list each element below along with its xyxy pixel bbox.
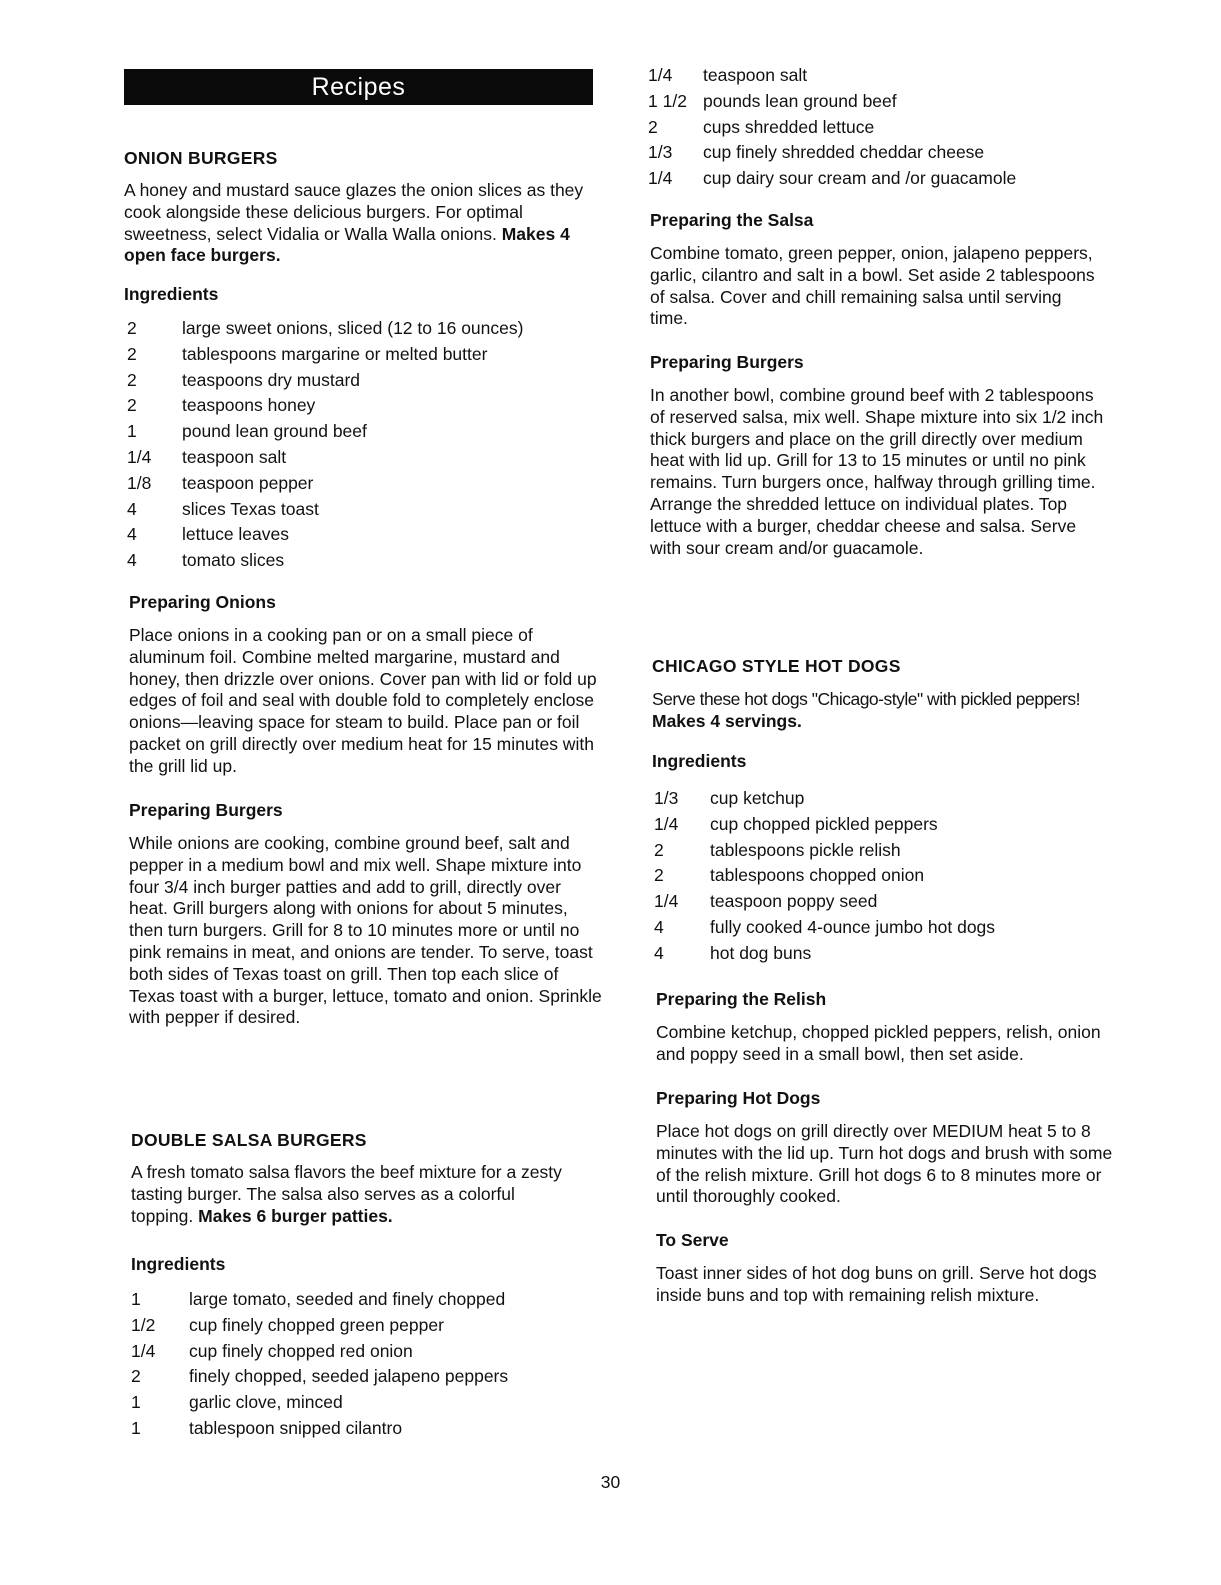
ingredient-quantity: 2 <box>127 343 137 364</box>
preparing-salsa-text: Combine tomato, green pepper, onion, jalapeno peppers, garlic, cilantro and salt in a bowl. Set aside 2 tablespoons of salsa. Cover and chill remaining salsa until serving time. <box>650 243 1095 329</box>
ingredient-name: teaspoons honey <box>182 395 316 416</box>
intro-text: Serve these hot dogs "Chicago-style" with pickled peppers! <box>652 689 1080 709</box>
onion-ingredients-heading: Ingredients <box>124 284 219 304</box>
ingredient-quantity: 2 <box>131 1366 141 1387</box>
ingredient-item <box>648 89 1016 115</box>
ingredient-quantity: 4 <box>127 550 137 571</box>
makes-yield: Makes 4 servings. <box>652 710 802 731</box>
makes-yield: Makes 4 open face burgers. <box>124 223 570 266</box>
ingredient-quantity: 4 <box>127 524 137 545</box>
ingredient-item <box>127 393 523 419</box>
intro-text: A fresh tomato salsa flavors the beef mixture for a zesty tasting burger. The salsa also serves as a colorful topping. <box>131 1162 562 1226</box>
ingredient-quantity: 2 <box>127 318 137 338</box>
ingredient-quantity: 1/4 <box>131 1340 156 1361</box>
ingredient-item <box>654 786 995 812</box>
onion-ingredients-list <box>127 316 523 574</box>
ingredient-item <box>131 1364 508 1390</box>
preparing-onions-heading: Preparing Onions <box>129 592 276 612</box>
ingredient-quantity: 2 <box>127 369 137 390</box>
ingredient-item <box>131 1416 508 1442</box>
ingredient-name: cups shredded lettuce <box>703 116 875 137</box>
ingredient-name: tablespoons pickle relish <box>710 839 901 860</box>
ingredient-name: tablespoon snipped cilantro <box>189 1417 403 1438</box>
onion-burgers-intro <box>124 180 589 267</box>
ingredient-item <box>127 342 523 368</box>
ingredient-quantity: 1/4 <box>127 446 152 467</box>
ingredient-name: teaspoon pepper <box>182 472 314 493</box>
preparing-salsa-heading: Preparing the Salsa <box>650 210 814 230</box>
ingredient-quantity: 4 <box>654 916 664 937</box>
ingredient-name: fully cooked 4-ounce jumbo hot dogs <box>710 916 996 937</box>
ingredient-name: cup ketchup <box>710 788 805 808</box>
ingredient-quantity: 1/3 <box>654 788 679 808</box>
makes-yield: Makes 6 burger patties. <box>198 1205 393 1226</box>
onion-burgers-title: ONION BURGERS <box>124 148 278 168</box>
ingredient-item <box>131 1287 508 1313</box>
ingredient-quantity: 1/3 <box>648 142 673 163</box>
onion-preparing-burgers-text: While onions are cooking, combine ground beef, salt and pepper in a medium bowl and mix well. Shape mixture into four 3/4 inch burger patties and add to grill, directly over heat. Grill burgers along with onions for about 5 minutes, then turn burgers. Grill for 8 to 10 minutes more or until no pink remains in meat, and onions are tender. To serve, toast both sides of Texas toast on grill. Then top each slice of Texas toast with a burger, lettuce, tomato and onion. Sprinkle with pepper if desired. <box>129 833 602 1028</box>
ingredient-item <box>648 63 1016 89</box>
preparing-onions-text: Place onions in a cooking pan or on a small piece of aluminum foil. Combine melted margarine, mustard and honey, then drizzle over onions. Cover pan with lid or fold up edges of foil and seal with double fold to completely enclose onions—leaving space for steam to build. Place pan or foil packet on grill directly over medium heat for 15 minutes with the grill lid up. <box>129 625 597 776</box>
ingredient-quantity: 2 <box>654 865 664 886</box>
ingredient-item <box>654 812 995 838</box>
ingredient-name: slices Texas toast <box>182 498 319 519</box>
ingredient-item <box>654 838 995 864</box>
ingredient-name: finely chopped, seeded jalapeno peppers <box>189 1366 509 1387</box>
ingredient-item <box>127 522 523 548</box>
double-salsa-burgers-title: DOUBLE SALSA BURGERS <box>131 1130 367 1150</box>
salsa-preparing-burgers-text: In another bowl, combine ground beef with 2 tablespoons of reserved salsa, mix well. Shape mixture into six 1/2 inch thick burgers and place on the grill directly over medium heat with lid up. Grill for 13 to 15 minutes or until no pink remains. Turn burgers once, halfway through grilling time. Arrange the shredded lettuce on individual plates. Top lettuce with a burger, cheddar cheese and salsa. Serve with sour cream and/or guacamole. <box>650 385 1104 558</box>
salsa-preparing-burgers-heading: Preparing Burgers <box>650 352 804 372</box>
preparing-hot-dogs-text: Place hot dogs on grill directly over MEDIUM heat 5 to 8 minutes with the lid up. Turn hot dogs and brush with some of the relish mixture. Grill hot dogs 6 to 8 minutes more or until thoroughly cooked. <box>656 1121 1113 1207</box>
ingredient-item <box>131 1339 508 1365</box>
ingredient-name: tablespoons margarine or melted butter <box>182 343 488 364</box>
ingredient-name: teaspoon salt <box>703 65 808 85</box>
page-number: 30 <box>600 1472 621 1492</box>
chicago-hot-dogs-title: CHICAGO STYLE HOT DOGS <box>652 656 901 676</box>
ingredient-item <box>654 863 995 889</box>
ingredient-item <box>648 140 1016 166</box>
ingredient-item <box>131 1390 508 1416</box>
ingredient-item <box>127 445 523 471</box>
ingredient-name: tomato slices <box>182 550 285 571</box>
ingredient-name: cup finely chopped green pepper <box>189 1314 444 1335</box>
ingredient-name: lettuce leaves <box>182 524 290 545</box>
ingredient-item <box>127 419 523 445</box>
hot-dogs-ingredients-list <box>654 786 995 967</box>
hot-dogs-ingredients-heading: Ingredients <box>652 751 747 771</box>
ingredient-name: cup chopped pickled peppers <box>710 813 938 834</box>
ingredient-quantity: 1 <box>127 421 137 442</box>
ingredient-quantity: 2 <box>654 839 664 860</box>
to-serve-text: Toast inner sides of hot dog buns on grill. Serve hot dogs inside buns and top with remaining relish mixture. <box>656 1263 1097 1305</box>
ingredient-name: cup finely shredded cheddar cheese <box>703 142 985 163</box>
ingredient-name: pound lean ground beef <box>182 421 367 442</box>
salsa-ingredients-list <box>131 1287 508 1442</box>
ingredient-item <box>648 115 1016 141</box>
preparing-relish-heading: Preparing the Relish <box>656 989 827 1009</box>
ingredient-item <box>127 316 523 342</box>
ingredient-quantity: 4 <box>127 498 137 519</box>
ingredient-name: cup finely chopped red onion <box>189 1340 413 1361</box>
ingredient-quantity: 1 <box>131 1392 141 1413</box>
ingredient-name: cup dairy sour cream and /or guacamole <box>703 168 1017 189</box>
ingredient-quantity: 1 1/2 <box>648 90 687 111</box>
ingredient-quantity: 1 <box>131 1289 141 1309</box>
ingredient-item <box>127 471 523 497</box>
ingredient-quantity: 1/2 <box>131 1314 156 1335</box>
ingredient-name: teaspoon poppy seed <box>710 891 878 912</box>
ingredient-item <box>654 889 995 915</box>
ingredient-name: garlic clove, minced <box>189 1392 343 1413</box>
ingredient-quantity: 2 <box>648 116 658 137</box>
ingredient-item <box>648 166 1016 192</box>
ingredient-quantity: 4 <box>654 942 664 963</box>
salsa-burgers-intro <box>131 1162 571 1227</box>
ingredient-item <box>654 915 995 941</box>
ingredient-name: large tomato, seeded and finely chopped <box>189 1289 506 1309</box>
ingredient-item <box>127 368 523 394</box>
ingredient-quantity: 1/8 <box>127 472 152 493</box>
salsa-ingredients-heading: Ingredients <box>131 1254 226 1274</box>
ingredient-name: teaspoons dry mustard <box>182 369 361 390</box>
to-serve-heading: To Serve <box>656 1230 729 1250</box>
ingredient-quantity: 2 <box>127 395 137 416</box>
ingredient-quantity: 1/4 <box>654 813 679 834</box>
ingredient-item <box>127 548 523 574</box>
ingredient-quantity: 1/4 <box>648 168 673 189</box>
recipes-banner: Recipes <box>124 69 593 105</box>
ingredient-item <box>127 497 523 523</box>
ingredient-name: hot dog buns <box>710 942 812 963</box>
preparing-hot-dogs-heading: Preparing Hot Dogs <box>656 1088 821 1108</box>
salsa-ingredients-list-continued <box>648 63 1016 192</box>
ingredient-name: large sweet onions, sliced (12 to 16 ounces) <box>182 318 524 338</box>
ingredient-name: teaspoon salt <box>182 446 287 467</box>
ingredient-item <box>654 941 995 967</box>
intro-text: A honey and mustard sauce glazes the onion slices as they cook alongside these delicious burgers. For optimal sweetness, select Vidalia or Walla Walla onions. <box>124 180 584 244</box>
ingredient-name: tablespoons chopped onion <box>710 865 925 886</box>
preparing-relish-text: Combine ketchup, chopped pickled peppers, relish, onion and poppy seed in a small bowl, then set aside. <box>656 1022 1101 1064</box>
ingredient-quantity: 1 <box>131 1417 141 1438</box>
ingredient-name: pounds lean ground beef <box>703 90 897 111</box>
onion-preparing-burgers-heading: Preparing Burgers <box>129 800 283 820</box>
ingredient-quantity: 1/4 <box>654 891 679 912</box>
hot-dogs-intro <box>652 689 1172 733</box>
ingredient-quantity: 1/4 <box>648 65 673 85</box>
ingredient-item <box>131 1313 508 1339</box>
